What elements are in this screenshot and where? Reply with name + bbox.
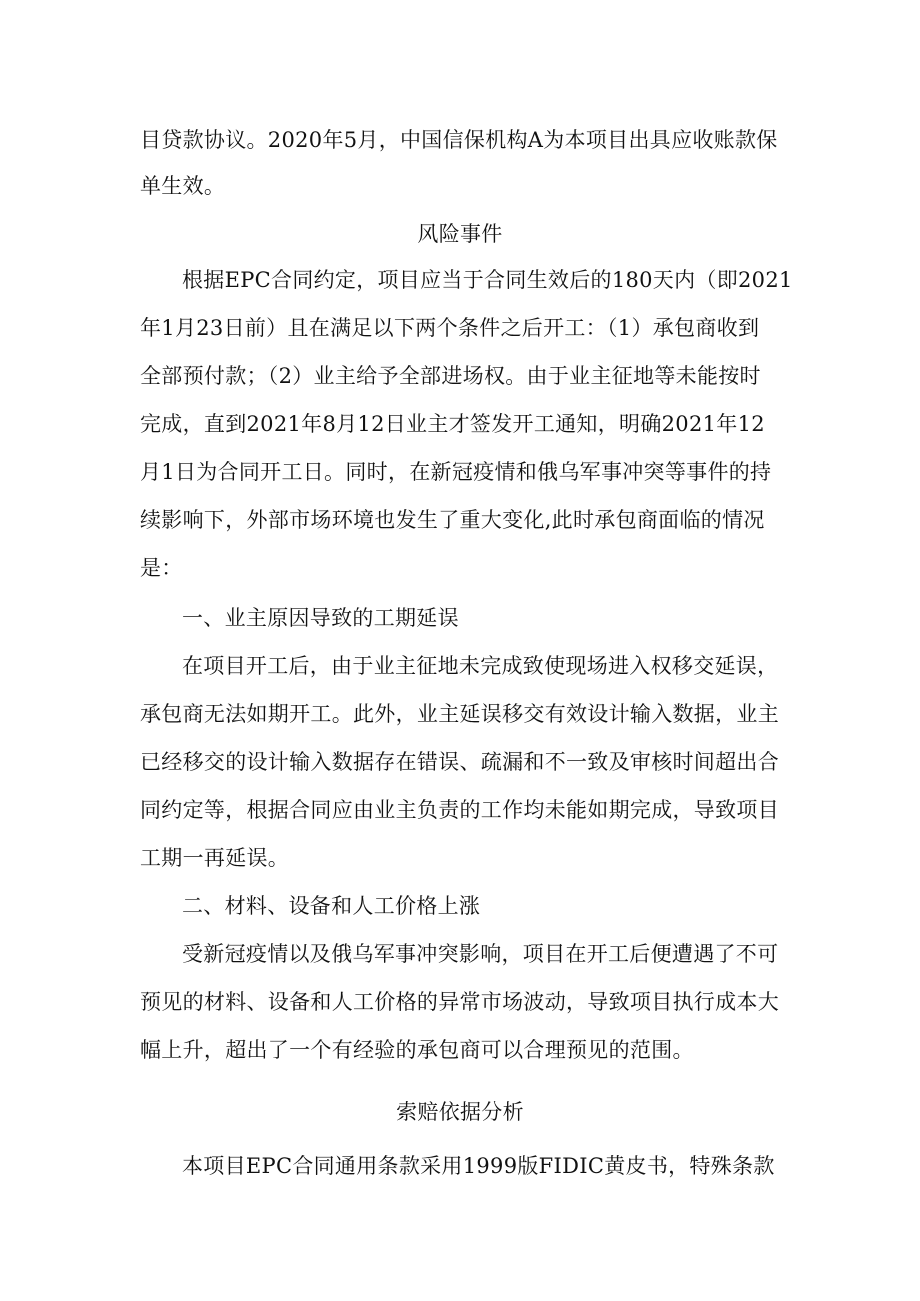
subsection-heading: 二、材料、设备和人工价格上涨	[182, 894, 481, 918]
paragraph-line: 是：	[140, 556, 183, 580]
paragraph-line: 完成，直到2021年8月12日业主才签发开工通知，明确2021年12	[140, 412, 765, 436]
paragraph-line: 月1日为合同开工日。同时，在新冠疫情和俄乌军事冲突等事件的持	[140, 460, 772, 484]
paragraph-line: 续影响下，外部市场环境也发生了重大变化,此时承包商面临的情况	[140, 508, 765, 532]
section-heading: 风险事件	[417, 222, 503, 246]
paragraph-line: 受新冠疫情以及俄乌军事冲突影响，项目在开工后便遭遇了不可	[182, 942, 779, 966]
paragraph-line: 同约定等，根据合同应由业主负责的工作均未能如期完成，导致项目	[140, 798, 779, 822]
paragraph-line: 本项目EPC合同通用条款采用1999版FIDIC黄皮书，特殊条款	[182, 1154, 775, 1178]
paragraph-line: 预见的材料、设备和人工价格的异常市场波动，导致项目执行成本大	[140, 990, 779, 1014]
paragraph-line: 目贷款协议。2020年5月，中国信保机构A为本项目出具应收账款保	[140, 128, 778, 152]
subsection-heading: 一、业主原因导致的工期延误	[182, 606, 459, 630]
paragraph-line: 工期一再延误。	[140, 846, 290, 870]
paragraph-line: 幅上升，超出了一个有经验的承包商可以合理预见的范围。	[140, 1038, 694, 1062]
paragraph-line: 单生效。	[140, 174, 226, 198]
section-heading: 索赔依据分析	[396, 1100, 524, 1124]
paragraph-line: 在项目开工后，由于业主征地未完成致使现场进入权移交延误，	[182, 654, 779, 678]
paragraph-line: 年1月23日前）且在满足以下两个条件之后开工：（1）承包商收到	[140, 316, 760, 340]
paragraph-line: 已经移交的设计输入数据存在错误、疏漏和不一致及审核时间超出合	[140, 750, 779, 774]
paragraph-line: 承包商无法如期开工。此外，业主延误移交有效设计输入数据，业主	[140, 702, 779, 726]
paragraph-line: 全部预付款；（2）业主给予全部进场权。由于业主征地等未能按时	[140, 364, 761, 388]
paragraph-line: 根据EPC合同约定，项目应当于合同生效后的180天内（即2021	[182, 268, 793, 292]
